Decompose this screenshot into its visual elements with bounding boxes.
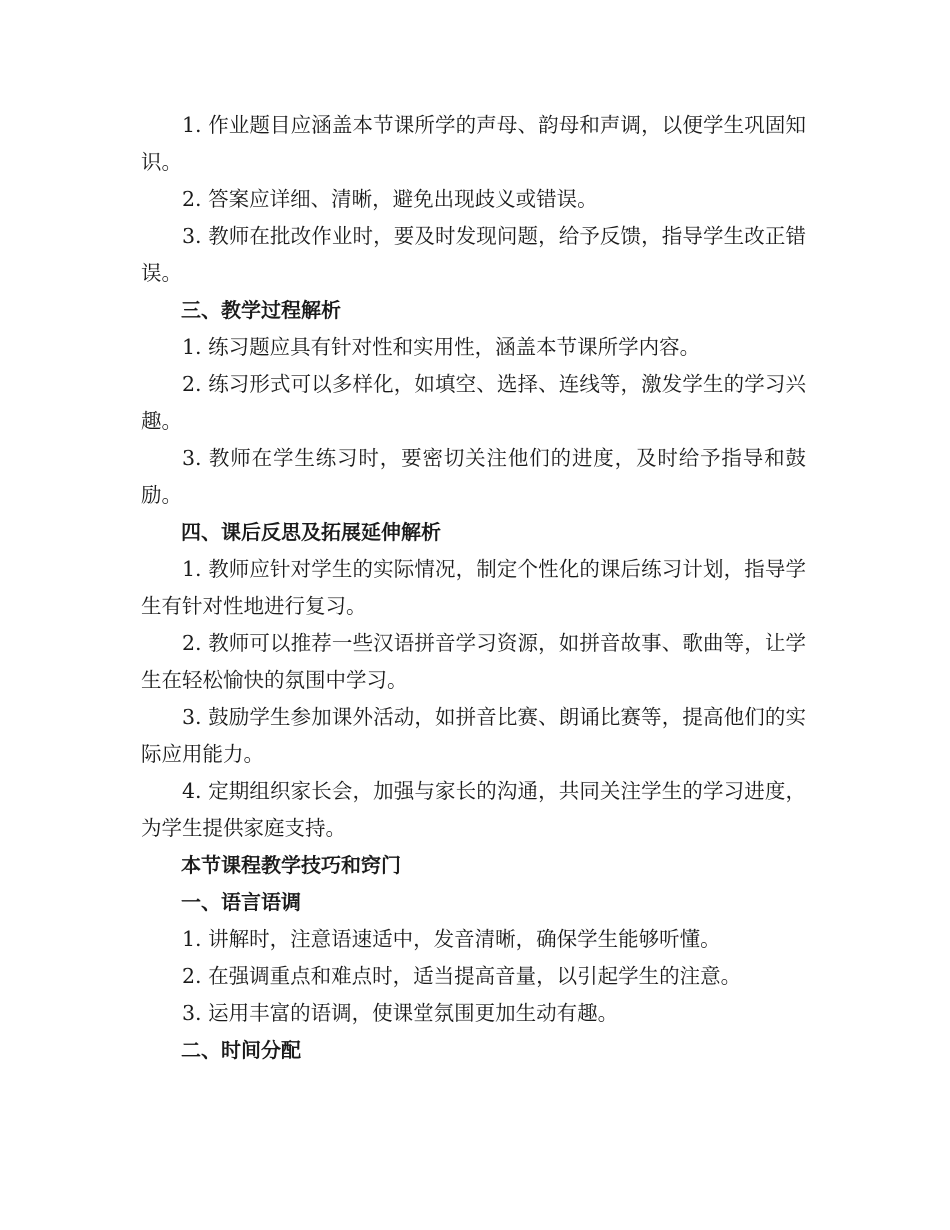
process-point-1: 1. 练习题应具有针对性和实用性，涵盖本节课所学内容。	[182, 335, 701, 359]
process-point-2: 2. 练习形式可以多样化，如填空、选择、连线等，激发学生的学习兴趣。	[141, 372, 806, 433]
tips-section-1-heading: 一、语言语调	[181, 890, 301, 914]
tone-point-3: 3. 运用丰富的语调，使课堂氛围更加生动有趣。	[182, 1001, 619, 1025]
tone-point-2: 2. 在强调重点和难点时，适当提高音量，以引起学生的注意。	[182, 964, 742, 988]
homework-point-2: 2. 答案应详细、清晰，避免出现歧义或错误。	[182, 187, 598, 211]
reflection-point-4: 4. 定期组织家长会，加强与家长的沟通，共同关注学生的学习进度，为学生提供家庭支持。	[141, 779, 806, 840]
section-3-heading: 三、教学过程解析	[181, 298, 341, 322]
homework-point-3: 3. 教师在批改作业时，要及时发现问题，给予反馈，指导学生改正错误。	[141, 224, 806, 285]
reflection-point-1: 1. 教师应针对学生的实际情况，制定个性化的课后练习计划，指导学生有针对性地进行复习。	[141, 557, 806, 618]
tips-title: 本节课程教学技巧和窍门	[181, 853, 401, 877]
process-point-3: 3. 教师在学生练习时，要密切关注他们的进度，及时给予指导和鼓励。	[141, 446, 806, 507]
tone-point-1: 1. 讲解时，注意语速适中，发音清晰，确保学生能够听懂。	[182, 927, 721, 951]
reflection-point-3: 3. 鼓励学生参加课外活动，如拼音比赛、朗诵比赛等，提高他们的实际应用能力。	[141, 705, 806, 766]
homework-point-1: 1. 作业题目应涵盖本节课所学的声母、韵母和声调，以便学生巩固知识。	[141, 113, 806, 174]
reflection-point-2: 2. 教师可以推荐一些汉语拼音学习资源，如拼音故事、歌曲等，让学生在轻松愉快的氛围中学习。	[141, 631, 806, 692]
section-4-heading: 四、课后反思及拓展延伸解析	[181, 520, 441, 544]
document-page	[141, 107, 806, 1069]
tips-section-2-heading: 二、时间分配	[181, 1038, 301, 1062]
